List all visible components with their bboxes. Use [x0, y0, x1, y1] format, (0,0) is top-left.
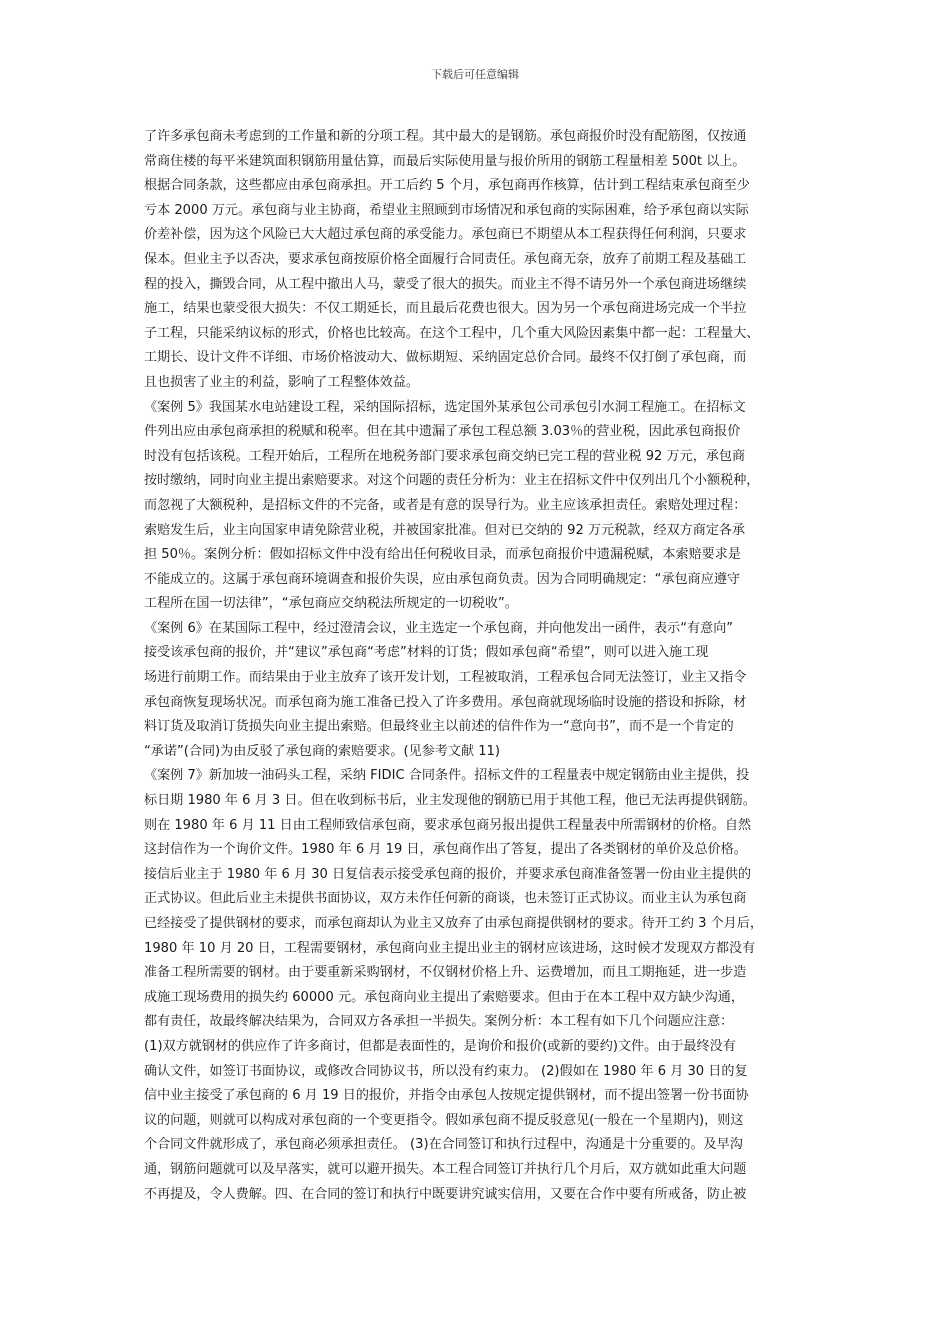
body-text [144, 125, 812, 1207]
text-line: 施工，结果也蒙受很大损失：不仅工期延长，而且最后花费也很大。因为另一个承包商进场完成一个半拉 [144, 301, 747, 317]
text-line: 担 50％。案例分析：假如招标文件中没有给出任何税收目录，而承包商报价中遗漏税赋，本索赔要求是 [144, 547, 741, 563]
text-line: 工期长、设计文件不详细、市场价格波动大、做标期短、采纳固定总价合同。最终不仅打倒了承包商，而 [144, 350, 747, 366]
text-line: 保本。但业主予以否决，要求承包商按原价格全面履行合同责任。承包商无奈，放弃了前期工程及基础工 [144, 251, 747, 267]
text-line: 这封信作为一个询价文件。1980 年 6 月 19 日，承包商作出了答复，提出了各类钢材的单价及总价格。 [144, 842, 747, 858]
text-line: 《案例 7》新加坡一油码头工程，采纳 FIDIC 合同条件。招标文件的工程量表中规定钢筋由业主提供，投 [144, 768, 750, 784]
text-line: 承包商恢复现场状况。而承包商为施工准备已投入了许多费用。承包商就现场临时设施的搭设和拆除，材 [144, 694, 747, 710]
text-line: 个合同文件就形成了，承包商必须承担责任。 (3)在合同签订和执行过程中，沟通是十分重要的。及早沟 [144, 1137, 743, 1153]
text-line: 都有责任，故最终解决结果为，合同双方各承担一半损失。案例分析：本工程有如下几个问题应注意： [144, 1014, 734, 1030]
text-line: 工程所在国一切法律”，“承包商应交纳税法所规定的一切税收”。 [144, 596, 518, 612]
text-line: 件列出应由承包商承担的税赋和税率。但在其中遗漏了承包工程总额 3.03％的营业税，因此承包商报价 [144, 424, 741, 440]
text-line: 常商住楼的每平米建筑面积钢筋用量估算，而最后实际使用量与报价所用的钢筋工程量相差 500t 以上。 [144, 153, 746, 169]
text-line: 准备工程所需要的钢材。由于要重新采购钢材，不仅钢材价格上升、运费增加，而且工期拖延，进一步造 [144, 965, 747, 981]
text-line: 接信后业主于 1980 年 6 月 30 日复信表示接受承包商的报价，并要求承包商准备签署一份由业主提供的 [144, 866, 752, 882]
text-line: 亏本 2000 万元。承包商与业主协商，希望业主照顾到市场情况和承包商的实际困难，给予承包商以实际 [144, 202, 749, 218]
text-line: 通，钢筋问题就可以及早落实，就可以避开损失。本工程合同签订并执行几个月后，双方就如此重大问题 [144, 1161, 747, 1177]
text-line: 《案例 5》我国某水电站建设工程，采纳国际招标，选定国外某承包公司承包引水洞工程施工。在招标文 [144, 399, 746, 415]
text-line: 正式协议。但此后业主未提供书面协议，双方未作任何新的商谈，也未签订正式协议。而业主认为承包商 [144, 891, 747, 907]
text-line: 且也损害了业主的利益，影响了工程整体效益。 [144, 374, 419, 390]
text-line: 按时缴纳，同时向业主提出索赔要求。对这个问题的责任分析为：业主在招标文件中仅列出几个小额税种， [144, 473, 760, 489]
text-line: 1980 年 10 月 20 日，工程需要钢材，承包商向业主提出业主的钢材应该进场，这时候才发现双方都没有 [144, 940, 756, 956]
text-line: 《案例 6》在某国际工程中，经过澄清会议，业主选定一个承包商，并向他发出一函件，表示“有意向” [144, 620, 734, 636]
page-header: 下载后可任意编辑 [431, 68, 519, 81]
text-line: 子工程，只能采纳议标的形式，价格也比较高。在这个工程中，几个重大风险因素集中都一起：工程量大、 [144, 325, 760, 341]
text-line: 不能成立的。这属于承包商环境调查和报价失误，应由承包商负责。因为合同明确规定：“承包商应遵守 [144, 571, 741, 587]
text-line: 场进行前期工作。而结果由于业主放弃了该开发计划，工程被取消，工程承包合同无法签订，业主又指令 [144, 670, 747, 686]
text-line: 价差补偿，因为这个风险已大大超过承包商的承受能力。承包商已不期望从本工程获得任何利润，只要求 [144, 227, 747, 243]
text-line: 索赔发生后，业主向国家申请免除营业税，并被国家批准。但对已交纳的 92 万元税款，经双方商定各承 [144, 522, 746, 538]
text-line: 已经接受了提供钢材的要求，而承包商却认为业主又放弃了由承包商提供钢材的要求。待开工约 3 个月后， [144, 916, 763, 931]
text-line: 则在 1980 年 6 月 11 日由工程师致信承包商，要求承包商另报出提供工程量表中所需钢材的价格。自然 [144, 817, 752, 833]
text-line: 料订货及取消订货损失向业主提出索赔。但最终业主以前述的信件作为一“意向书”，而不是一个肯定的 [144, 719, 734, 735]
text-line: 接受该承包商的报价，并“建议”承包商“考虑”材料的订货；假如承包商“希望”，则可以进入施工现 [144, 645, 709, 661]
text-line: (1)双方就钢材的供应作了许多商讨，但都是表面性的，是询价和报价(或新的要约)文件。由于最终没有 [144, 1038, 736, 1054]
text-line: 议的问题，则就可以构成对承包商的一个变更指令。假如承包商不提反驳意见(一般在一个星期内)，则这 [144, 1112, 744, 1128]
text-line: 而忽视了大额税种，是招标文件的不完备，或者是有意的误导行为。业主应该承担责任。索赔处理过程： [144, 497, 747, 513]
text-line: 根据合同条款，这些都应由承包商承担。开工后约 5 个月，承包商再作核算，估计到工程结束承包商至少 [144, 178, 750, 194]
text-line: “承诺”(合同)为由反驳了承包商的索赔要求。(见参考文献 11) [144, 743, 500, 759]
text-line: 时没有包括该税。工程开始后，工程所在地税务部门要求承包商交纳已完工程的营业税 92 万元，承包商 [144, 448, 746, 464]
text-line: 信中业主接受了承包商的 6 月 19 日的报价，并指令由承包人按规定提供钢材，而不提出签署一份书面协 [144, 1088, 749, 1104]
text-line: 标日期 1980 年 6 月 3 日。但在收到标书后，业主发现他的钢筋已用于其他工程，他已无法再提供钢筋。 [144, 793, 756, 809]
text-line: 了许多承包商未考虑到的工作量和新的分项工程。其中最大的是钢筋。承包商报价时没有配筋图，仅按通 [144, 129, 747, 144]
text-line: 确认文件，如签订书面协议，或修改合同协议书，所以没有约束力。 (2)假如在 1980 年 6 月 30 日的复 [144, 1063, 748, 1079]
text-line: 不再提及，令人费解。四、在合同的签订和执行中既要讲究诚实信用，又要在合作中要有所戒备，防止被 [144, 1186, 747, 1202]
text-line: 成施工现场费用的损失约 60000 元。承包商向业主提出了索赔要求。但由于在本工程中双方缺少沟通， [144, 989, 744, 1005]
text-line: 程的投入，撕毁合同，从工程中撤出人马，蒙受了很大的损失。而业主不得不请另外一个承包商进场继续 [144, 276, 747, 292]
